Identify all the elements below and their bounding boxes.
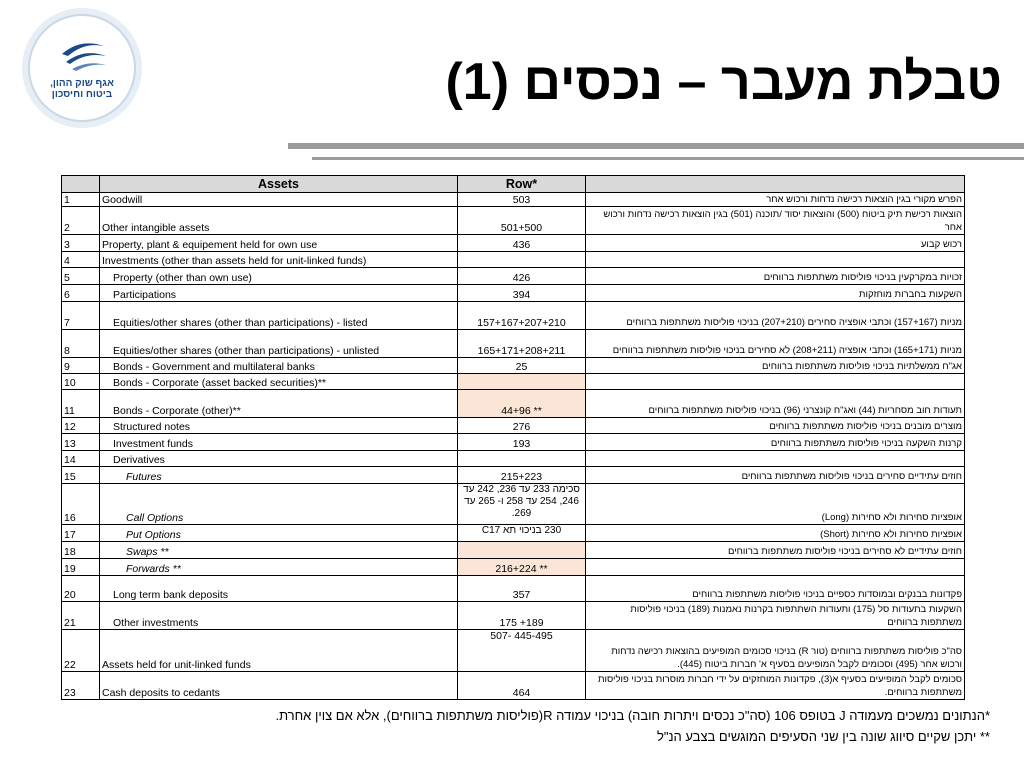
asset-name: Futures — [100, 467, 458, 484]
header-num — [62, 176, 100, 193]
row-reference: 215+223 — [458, 467, 586, 484]
asset-name: Property, plant & equipement held for own use — [100, 235, 458, 252]
row-number: 10 — [62, 374, 100, 390]
row-number: 17 — [62, 525, 100, 542]
asset-name: Swaps ** — [100, 542, 458, 559]
row-reference: 193 — [458, 434, 586, 451]
hebrew-description: פקדונות בבנקים ובמוסדות כספיים בניכוי פוליסות משתתפות ברווחים — [586, 576, 965, 602]
row-reference: 503 — [458, 193, 586, 207]
footnote-1: *הנתונים נמשכים מעמודה J בטופס 106 (סה"כ נכסים ויתרות חובה) בניכוי עמודה R(פוליסות משתתפות ברווחים), אלא אם צוין אחרת. — [275, 708, 990, 723]
row-number: 23 — [62, 672, 100, 700]
asset-name: Long term bank deposits — [100, 576, 458, 602]
wave-logo-icon — [58, 36, 108, 74]
table-row — [62, 193, 965, 207]
table-row — [62, 434, 965, 451]
asset-name: Derivatives — [100, 451, 458, 467]
table-row — [62, 525, 965, 542]
hebrew-description: קרנות השקעה בניכוי פוליסות משתתפות ברווחים — [586, 434, 965, 451]
hebrew-description: הוצאות רכישת תיק ביטוח (500) והוצאות יסוד /תוכנה (501) בגין הוצאות רכישה נדחות ורכוש אחר — [586, 207, 965, 235]
row-reference — [458, 374, 586, 390]
hebrew-description: תעודות חוב מסחריות (44) ואג"ח קונצרני (96) בניכוי פוליסות משתתפות ברווחים — [586, 390, 965, 418]
hebrew-description: זכויות במקרקעין בניכוי פוליסות משתתפות ברווחים — [586, 268, 965, 285]
hebrew-description: סכומים לקבל המופיעים בסעיף א(3), פקדונות המוחזקים על ידי חברות מוסרות בניכוי פוליסות משתתפות ברווחים. — [586, 672, 965, 700]
header-description — [586, 176, 965, 193]
divider-thick — [288, 143, 1024, 149]
hebrew-description: השקעות בתעודות סל (175) ותעודות השתתפות בקרנות נאמנות (189) בניכוי פוליסות משתתפות ברווחים — [586, 602, 965, 630]
assets-mapping-table — [61, 175, 965, 700]
asset-name: Assets held for unit-linked funds — [100, 630, 458, 672]
header-assets: Assets — [100, 176, 458, 193]
row-number: 9 — [62, 358, 100, 374]
row-number: 3 — [62, 235, 100, 252]
asset-name: Property (other than own use) — [100, 268, 458, 285]
hebrew-description — [586, 252, 965, 268]
row-number: 13 — [62, 434, 100, 451]
hebrew-description: מוצרים מובנים בניכוי פוליסות משתתפות ברווחים — [586, 418, 965, 434]
hebrew-description: אופציות סחירות ולא סחירות (Short) — [586, 525, 965, 542]
hebrew-description: אג"ח ממשלתיות בניכוי פוליסות משתתפות ברווחים — [586, 358, 965, 374]
row-reference: 216+224 ** — [458, 559, 586, 576]
asset-name: Forwards ** — [100, 559, 458, 576]
table-row — [62, 374, 965, 390]
table-row — [62, 418, 965, 434]
row-reference — [458, 542, 586, 559]
asset-name: Other investments — [100, 602, 458, 630]
asset-name: Cash deposits to cedants — [100, 672, 458, 700]
logo — [28, 14, 136, 122]
asset-name: Goodwill — [100, 193, 458, 207]
row-reference — [458, 484, 586, 525]
row-reference-text: 230 בניכוי תא C17 — [481, 525, 562, 536]
table-row — [62, 285, 965, 302]
hebrew-description: אופציות סחירות ולא סחירות (Long) — [586, 484, 965, 525]
asset-name: Put Options — [100, 525, 458, 542]
table-row — [62, 576, 965, 602]
row-number: 15 — [62, 467, 100, 484]
row-reference: 276 — [458, 418, 586, 434]
asset-name: Bonds - Government and multilateral banks — [100, 358, 458, 374]
table-row — [62, 467, 965, 484]
row-number: 20 — [62, 576, 100, 602]
table-row — [62, 302, 965, 330]
row-number: 8 — [62, 330, 100, 358]
row-number: 18 — [62, 542, 100, 559]
row-number: 19 — [62, 559, 100, 576]
hebrew-description — [586, 559, 965, 576]
row-number: 14 — [62, 451, 100, 467]
row-reference: 501+500 — [458, 207, 586, 235]
row-reference — [458, 252, 586, 268]
hebrew-description: חוזים עתידיים סחירים בניכוי פוליסות משתתפות ברווחים — [586, 467, 965, 484]
table-header-row — [62, 176, 965, 193]
row-reference: 436 — [458, 235, 586, 252]
row-reference: 175 +189 — [458, 602, 586, 630]
page-title: טבלת מעבר – נכסים (1) — [445, 53, 1002, 111]
row-number: 1 — [62, 193, 100, 207]
table-row — [62, 451, 965, 467]
row-number: 4 — [62, 252, 100, 268]
asset-name: Other intangible assets — [100, 207, 458, 235]
row-number: 5 — [62, 268, 100, 285]
asset-name: Investment funds — [100, 434, 458, 451]
row-number: 21 — [62, 602, 100, 630]
row-reference: 357 — [458, 576, 586, 602]
row-reference: 44+96 ** — [458, 390, 586, 418]
row-reference — [458, 525, 586, 542]
hebrew-description — [586, 451, 965, 467]
table-row — [62, 358, 965, 374]
row-number: 11 — [62, 390, 100, 418]
table-row — [62, 542, 965, 559]
hebrew-description: סה"כ פוליסות משתתפות ברווחים (טור R) בניכוי סכומים המופיעים בהוצאות רכישה נדחות ורכוש אחר (495) וסכומים לקבל המופיעים בסעיף א' חברות ביטוח (445). — [586, 630, 965, 672]
row-number: 16 — [62, 484, 100, 525]
row-reference: 464 — [458, 672, 586, 700]
table-row — [62, 330, 965, 358]
asset-name: Investments (other than assets held for unit-linked funds) — [100, 252, 458, 268]
hebrew-description: השקעות בחברות מוחזקות — [586, 285, 965, 302]
row-number: 6 — [62, 285, 100, 302]
asset-name: Equities/other shares (other than participations) - listed — [100, 302, 458, 330]
table-row — [62, 630, 965, 672]
table-row — [62, 235, 965, 252]
asset-name: Structured notes — [100, 418, 458, 434]
hebrew-description: מניות (165+171) וכתבי אופציה (208+211) לא סחירים בניכוי פוליסות משתתפות ברווחים — [586, 330, 965, 358]
row-reference: 507- 445-495 — [458, 630, 586, 672]
row-number: 22 — [62, 630, 100, 672]
row-number: 12 — [62, 418, 100, 434]
row-reference: 394 — [458, 285, 586, 302]
divider-thin — [312, 157, 1024, 160]
row-reference: 157+167+207+210 — [458, 302, 586, 330]
table-row — [62, 252, 965, 268]
hebrew-description: הפרש מקורי בגין הוצאות רכישה נדחות ורכוש אחר — [586, 193, 965, 207]
asset-name: Bonds - Corporate (other)** — [100, 390, 458, 418]
row-reference-text: סכימה 233 עד 236, 242 עד 246, 254 עד 258 ו- 265 עד 269. — [463, 484, 580, 519]
header-row: Row* — [458, 176, 586, 193]
asset-name: Bonds - Corporate (asset backed securities)** — [100, 374, 458, 390]
footnote-2: ** יתכן שקיים סיווג שונה בין שני הסעיפים המוגשים בצבע הנ"ל — [656, 729, 990, 744]
table-body — [62, 193, 965, 700]
table-row — [62, 559, 965, 576]
hebrew-description — [586, 374, 965, 390]
table-row — [62, 484, 965, 525]
hebrew-description: רכוש קבוע — [586, 235, 965, 252]
logo-line1: אגף שוק ההון, — [50, 78, 114, 89]
table-row — [62, 390, 965, 418]
logo-text — [30, 78, 134, 100]
row-reference — [458, 451, 586, 467]
table-row — [62, 672, 965, 700]
hebrew-description: חוזים עתידיים לא סחירים בניכוי פוליסות משתתפות ברווחים — [586, 542, 965, 559]
row-number: 2 — [62, 207, 100, 235]
table-row — [62, 268, 965, 285]
hebrew-description: מניות (157+167) וכתבי אופציה סחירים (207+210) בניכוי פוליסות משתתפות ברווחים — [586, 302, 965, 330]
table-row — [62, 602, 965, 630]
row-reference: 25 — [458, 358, 586, 374]
asset-name: Participations — [100, 285, 458, 302]
asset-name: Equities/other shares (other than participations) - unlisted — [100, 330, 458, 358]
asset-name: Call Options — [100, 484, 458, 525]
table-row — [62, 207, 965, 235]
logo-line2: ביטוח וחיסכון — [51, 89, 113, 100]
row-reference: 165+171+208+211 — [458, 330, 586, 358]
row-number: 7 — [62, 302, 100, 330]
row-reference: 426 — [458, 268, 586, 285]
